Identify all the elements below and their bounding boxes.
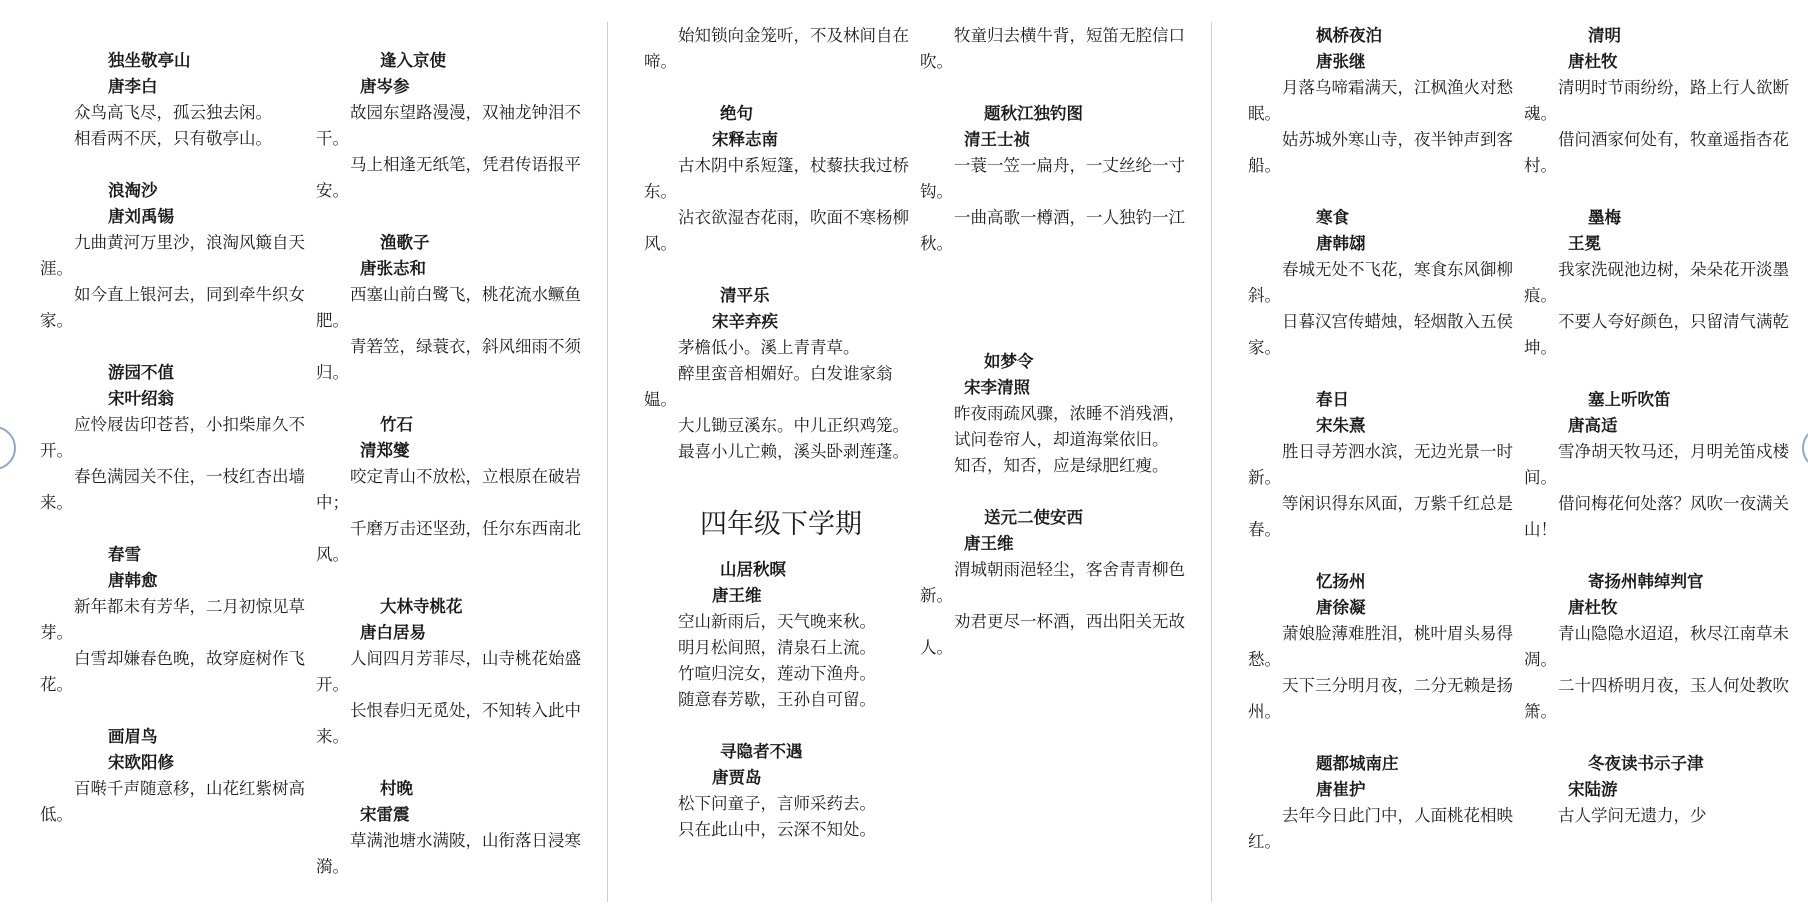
poem-author: 唐韩翃: [1316, 234, 1366, 253]
poem-author: 清王士祯: [964, 130, 1030, 149]
poem-author: 宋叶绍翁: [108, 389, 174, 408]
poem: [1248, 751, 1518, 855]
poem-column-right: [1524, 23, 1794, 855]
poem-author: 唐杜牧: [1568, 598, 1618, 617]
poem-line: 空山新雨后，天气晚来秋。: [678, 612, 876, 631]
poem-title: 清明: [1588, 26, 1621, 45]
poem-line: 马上相逢无纸笔，凭君传语报平安。: [316, 155, 581, 200]
poem-line: 西塞山前白鹭飞，桃花流水鳜鱼肥。: [316, 285, 581, 330]
poem-author: 宋释志南: [712, 130, 778, 149]
poem-author: 唐韩愈: [108, 571, 158, 590]
poem-title: 墨梅: [1588, 208, 1621, 227]
document-page-2: [604, 0, 1206, 908]
poem-line: 青箬笠，绿蓑衣，斜风细雨不须归。: [316, 337, 581, 382]
poem: [40, 178, 310, 334]
poem: [1248, 387, 1518, 543]
poem: [316, 230, 586, 386]
poem-column-left: [1248, 23, 1518, 881]
poem-line: 百啭千声随意移，山花红紫树高低。: [40, 779, 305, 824]
poem-line: 草满池塘水满陂，山衔落日浸寒漪。: [316, 831, 581, 876]
section-heading-spacer: [920, 283, 1190, 349]
poem-author: 王冕: [1568, 234, 1601, 253]
poem-line: 雪净胡天牧马还，月明羌笛戍楼间。: [1524, 442, 1789, 487]
poem-line: 明月松间照，清泉石上流。: [678, 638, 876, 657]
poem-line: 不要人夸好颜色，只留清气满乾坤。: [1524, 312, 1789, 357]
poem-author: 唐刘禹锡: [108, 207, 174, 226]
poem-line: 茅檐低小。溪上青青草。: [678, 338, 860, 357]
poem-title: 题秋江独钓图: [984, 104, 1083, 123]
poem-title: 寄扬州韩绰判官: [1588, 572, 1704, 591]
poem-line: 新年都未有芳华，二月初惊见草芽。: [40, 597, 305, 642]
poem-title: 枫桥夜泊: [1316, 26, 1382, 45]
poem: [644, 739, 914, 843]
poem-title: 村晚: [380, 779, 413, 798]
poem-author: 唐贾岛: [712, 768, 762, 787]
poem-line: 借问酒家何处有，牧童遥指杏花村。: [1524, 130, 1789, 175]
poem-line: 渭城朝雨浥轻尘，客舍青青柳色新。: [920, 560, 1185, 605]
poem-title: 春雪: [108, 545, 141, 564]
poem-author: 清郑燮: [360, 441, 410, 460]
poem-line: 随意春芳歇，王孙自可留。: [678, 690, 876, 709]
poem: [644, 283, 914, 465]
poem: [316, 412, 586, 568]
poem-author: 唐杜牧: [1568, 52, 1618, 71]
poem: [316, 776, 586, 880]
poem: [1524, 23, 1794, 179]
poem-line: 长恨春归无觅处，不知转入此中来。: [316, 701, 581, 746]
poem: [316, 594, 586, 750]
poem-line: 众鸟高飞尽，孤云独去闲。: [74, 103, 272, 122]
poem: [1248, 23, 1518, 179]
poem-line: 故园东望路漫漫，双袖龙钟泪不干。: [316, 103, 581, 148]
poem-line: 如今直上银河去，同到牵牛织女家。: [40, 285, 305, 330]
poem: [316, 48, 586, 204]
poem-column-right: [920, 23, 1190, 687]
poem-author: 宋李清照: [964, 378, 1030, 397]
poem-line: 一蓑一笠一扁舟，一丈丝纶一寸钩。: [920, 156, 1185, 201]
poem-line: 大儿锄豆溪东。中儿正织鸡笼。: [678, 416, 909, 435]
document-page-3: [1208, 0, 1808, 908]
poem: [920, 505, 1190, 661]
poem-author: 宋辛弃疾: [712, 312, 778, 331]
poem: [1248, 205, 1518, 361]
poem-line: 白雪却嫌春色晚，故穿庭树作飞花。: [40, 649, 305, 694]
poem-line: 人间四月芳菲尽，山寺桃花始盛开。: [316, 649, 581, 694]
poem-title: 春日: [1316, 390, 1349, 409]
poem-line: 最喜小儿亡赖，溪头卧剥莲蓬。: [678, 442, 909, 461]
poem-author: 宋朱熹: [1316, 416, 1366, 435]
poem-title: 绝句: [720, 104, 753, 123]
poem-line-continued: 牧童归去横牛背，短笛无腔信口吹。: [920, 26, 1185, 71]
poem-line: 萧娘脸薄难胜泪，桃叶眉头易得愁。: [1248, 624, 1513, 669]
poem: [40, 360, 310, 516]
poem-line: 日暮汉宫传蜡烛，轻烟散入五侯家。: [1248, 312, 1513, 357]
poem-line: 昨夜雨疏风骤，浓睡不消残酒，: [954, 404, 1185, 423]
poem-line: 清明时节雨纷纷，路上行人欲断魂。: [1524, 78, 1789, 123]
poem: [1248, 569, 1518, 725]
poem-author: 唐王维: [712, 586, 762, 605]
poem-line: 我家洗砚池边树，朵朵花开淡墨痕。: [1524, 260, 1789, 305]
poem: [40, 48, 310, 152]
poem-title: 游园不值: [108, 363, 174, 382]
poem: [644, 557, 914, 713]
poem: [40, 724, 310, 828]
poem: [1524, 387, 1794, 543]
poem-author: 宋陆游: [1568, 780, 1618, 799]
poem: [1524, 751, 1794, 829]
poem-line: 知否，知否，应是绿肥红瘦。: [954, 456, 1169, 475]
poem-line: 等闲识得东风面，万紫千红总是春。: [1248, 494, 1513, 539]
poem-title: 送元二使安西: [984, 508, 1083, 527]
poem-line: 竹喧归浣女，莲动下渔舟。: [678, 664, 876, 683]
poem-line: 古人学问无遗力，少: [1558, 806, 1707, 825]
poem-title: 清平乐: [720, 286, 770, 305]
poem-author: 唐王维: [964, 534, 1014, 553]
poem-author: 唐徐凝: [1316, 598, 1366, 617]
poem: [1524, 569, 1794, 725]
poem-title: 大林寺桃花: [380, 597, 463, 616]
poem-line: 沾衣欲湿杏花雨，吹面不寒杨柳风。: [644, 208, 909, 253]
poem-author: 唐高适: [1568, 416, 1618, 435]
poem: [644, 101, 914, 257]
poem-line: 劝君更尽一杯酒，西出阳关无故人。: [920, 612, 1185, 657]
poem-author: 唐岑参: [360, 77, 410, 96]
poem-author: 唐白居易: [360, 623, 426, 642]
poem-line: 应怜屐齿印苍苔，小扣柴扉久不开。: [40, 415, 305, 460]
poem-title: 题都城南庄: [1316, 754, 1399, 773]
poem-line: 春城无处不飞花，寒食东风御柳斜。: [1248, 260, 1513, 305]
poem-line: 一曲高歌一樽酒，一人独钓一江秋。: [920, 208, 1185, 253]
poem-title: 竹石: [380, 415, 413, 434]
poem-line: 古木阴中系短篷，杖藜扶我过桥东。: [644, 156, 909, 201]
poem-line: 胜日寻芳泗水滨，无边光景一时新。: [1248, 442, 1513, 487]
poem-line: 借问梅花何处落？风吹一夜满关山！: [1524, 494, 1789, 539]
poem-line: 姑苏城外寒山寺，夜半钟声到客船。: [1248, 130, 1513, 175]
poem-title: 独坐敬亭山: [108, 51, 191, 70]
poem-title: 如梦令: [984, 352, 1034, 371]
poem-author: 唐张继: [1316, 52, 1366, 71]
poem: [920, 101, 1190, 257]
poem-column-right: [316, 48, 586, 906]
poem: [920, 349, 1190, 479]
poem-title: 浪淘沙: [108, 181, 158, 200]
poem-column-left: [40, 48, 310, 854]
poem-line: 天下三分明月夜，二分无赖是扬州。: [1248, 676, 1513, 721]
poem-line: 千磨万击还坚劲，任尔东西南北风。: [316, 519, 581, 564]
poem: [1524, 205, 1794, 361]
poem-column-left: [644, 23, 914, 869]
poem: [40, 542, 310, 698]
poem-title: 画眉鸟: [108, 727, 158, 746]
poem-line: 二十四桥明月夜，玉人何处教吹箫。: [1524, 676, 1789, 721]
poem-author: 宋雷震: [360, 805, 410, 824]
poem-line: 春色满园关不住，一枝红杏出墙来。: [40, 467, 305, 512]
poem-line: 九曲黄河万里沙，浪淘风簸自天涯。: [40, 233, 305, 278]
poem-line: 咬定青山不放松，立根原在破岩中；: [316, 467, 581, 512]
poem-title: 冬夜读书示子津: [1588, 754, 1704, 773]
poem-author: 宋欧阳修: [108, 753, 174, 772]
poem-line: 试问卷帘人，却道海棠依旧。: [954, 430, 1169, 449]
poem-line: 月落乌啼霜满天，江枫渔火对愁眠。: [1248, 78, 1513, 123]
section-heading: 四年级下学期: [700, 509, 862, 540]
poem-author: 唐李白: [108, 77, 158, 96]
poem-line: 醉里蛮音相媚好。白发谁家翁媪。: [644, 364, 893, 409]
poem-line: 青山隐隐水迢迢，秋尽江南草未凋。: [1524, 624, 1789, 669]
poem-title: 逢入京使: [380, 51, 446, 70]
poem-line: 去年今日此门中，人面桃花相映红。: [1248, 806, 1513, 851]
poem-line: 相看两不厌，只有敬亭山。: [74, 129, 272, 148]
document-page-1: [0, 0, 602, 908]
poem-line-continued: 始知锁向金笼听，不及林间自在啼。: [644, 26, 909, 71]
poem-title: 渔歌子: [380, 233, 430, 252]
poem-line: 只在此山中，云深不知处。: [678, 820, 876, 839]
poem-title: 山居秋暝: [720, 560, 786, 579]
poem-title: 忆扬州: [1316, 572, 1366, 591]
poem-title: 寻隐者不遇: [720, 742, 803, 761]
poem-title: 塞上听吹笛: [1588, 390, 1671, 409]
poem-author: 唐张志和: [360, 259, 426, 278]
poem-line: 松下问童子，言师采药去。: [678, 794, 876, 813]
poem-author: 唐崔护: [1316, 780, 1366, 799]
poem-title: 寒食: [1316, 208, 1349, 227]
